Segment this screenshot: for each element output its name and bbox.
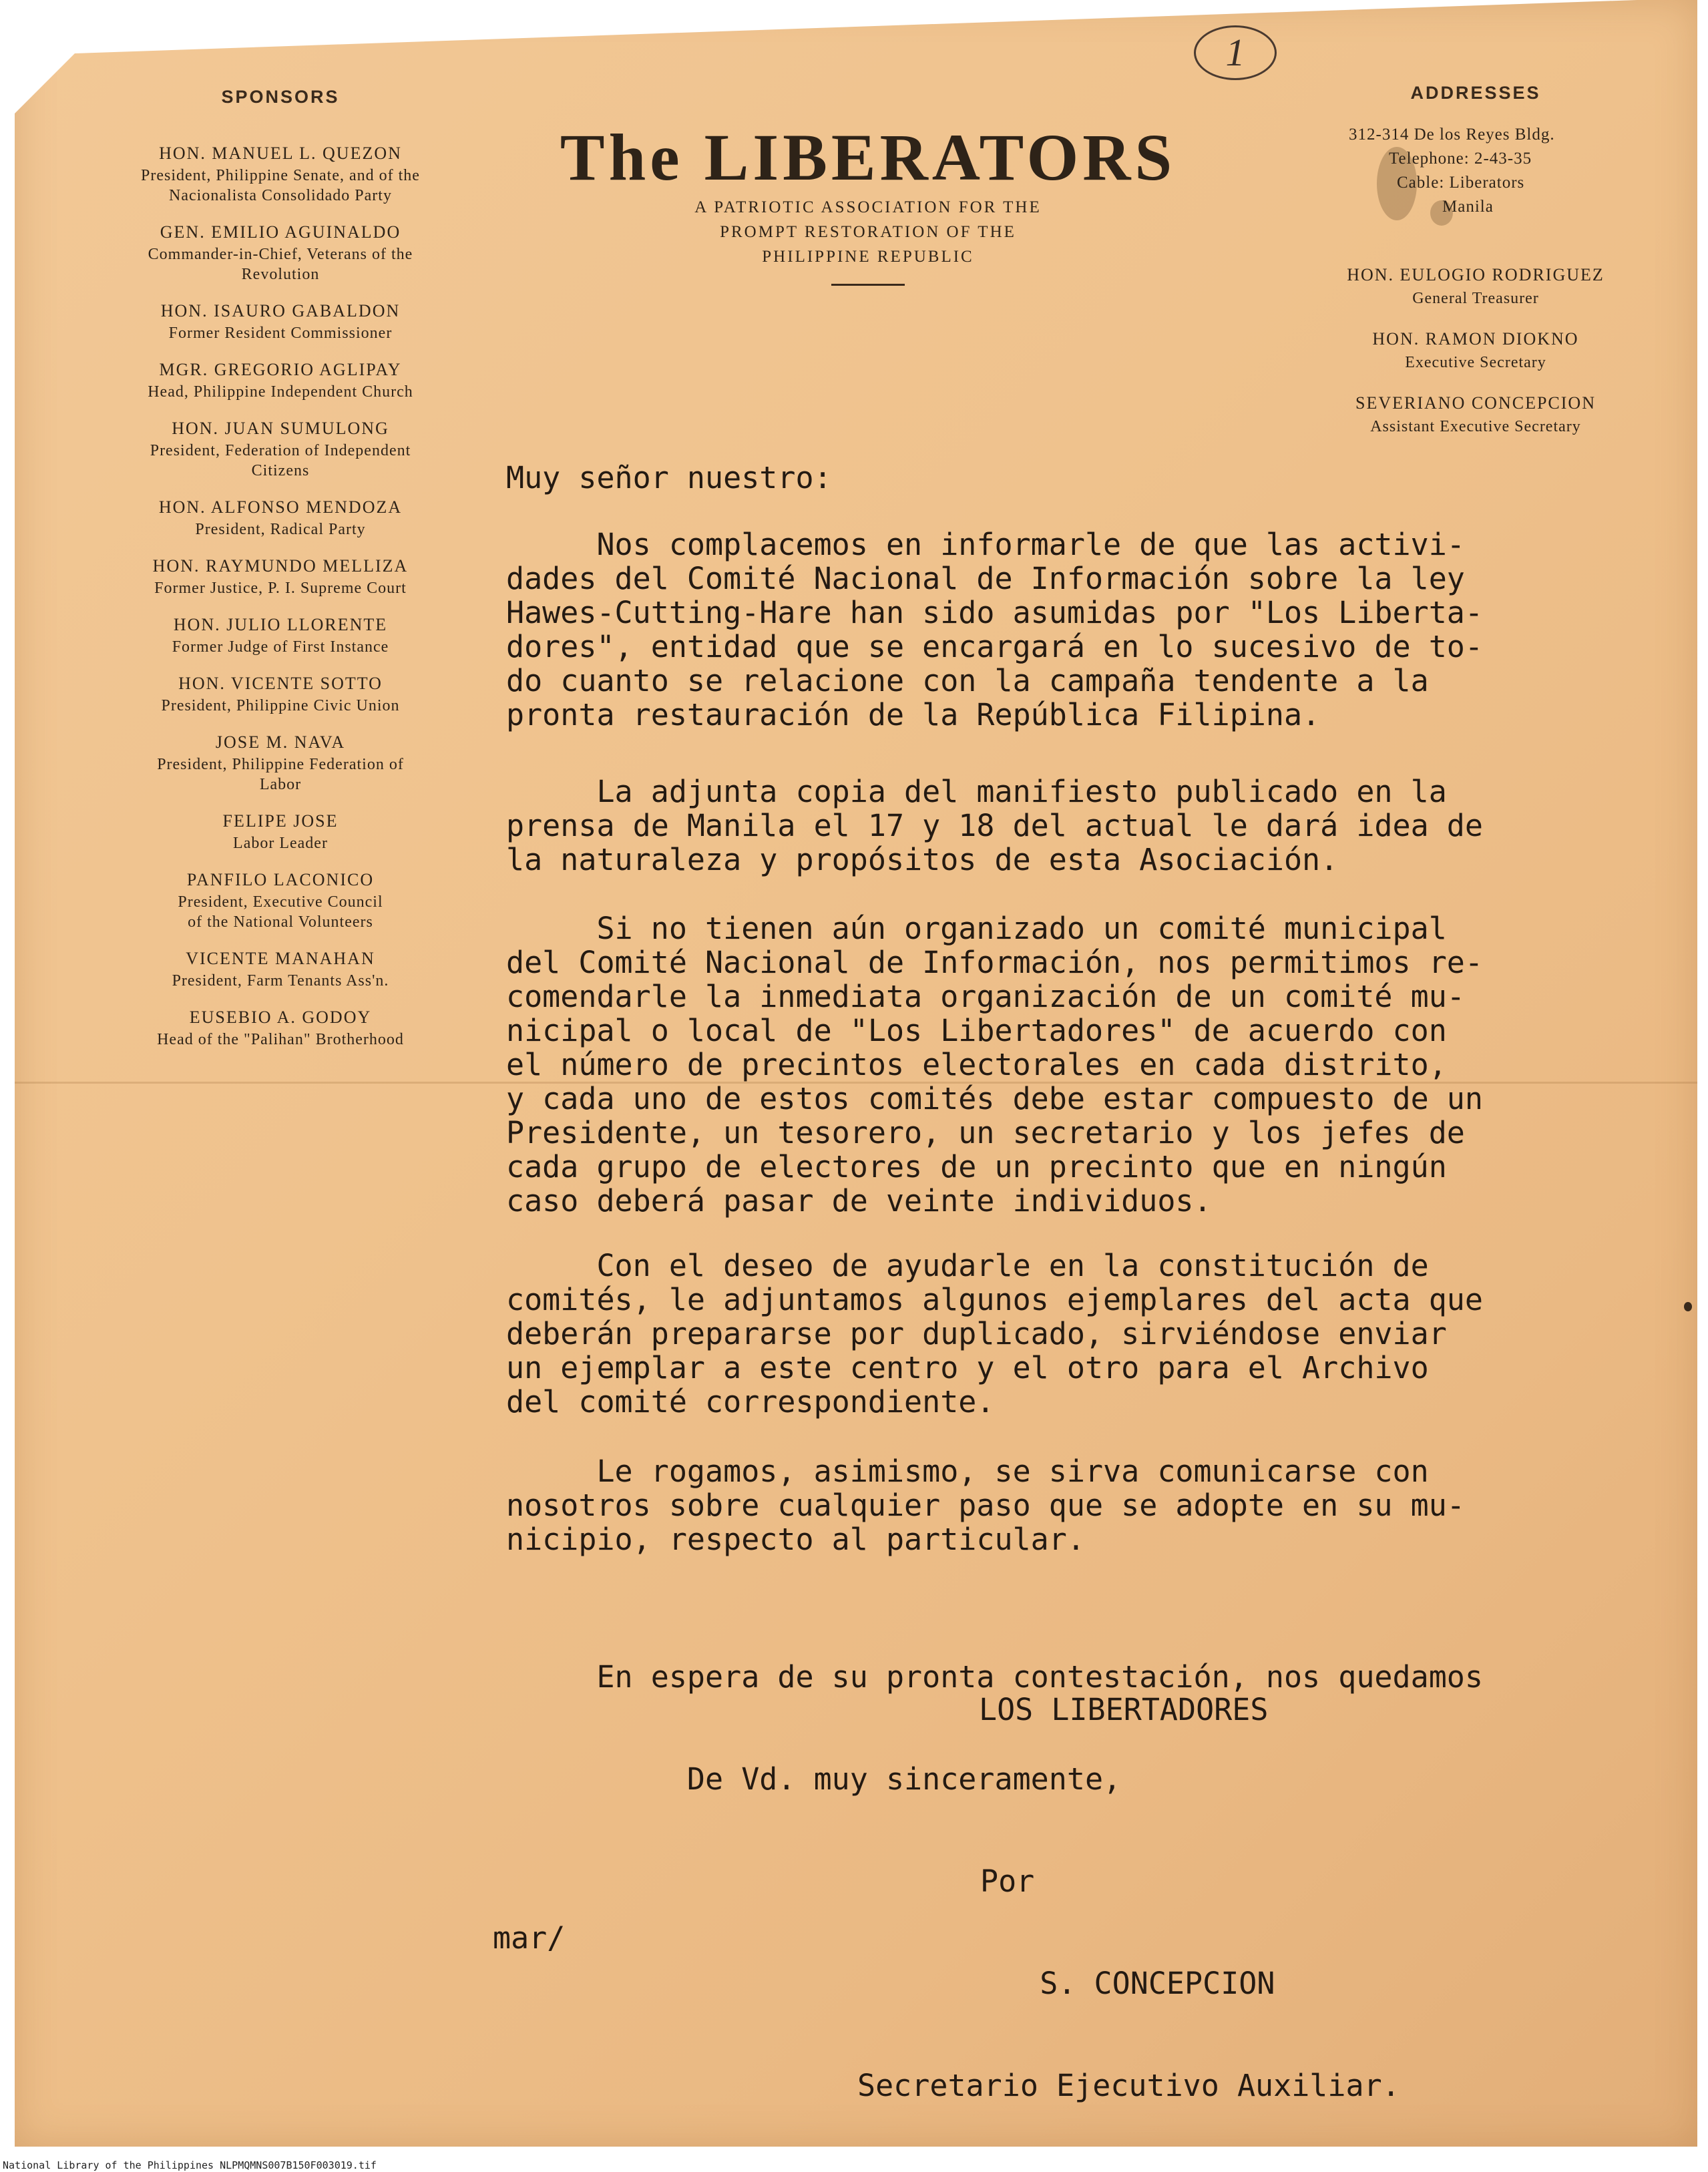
- punch-hole: [1684, 1302, 1692, 1311]
- sponsor-entry: [67, 417, 494, 481]
- sponsor-name: HON. ALFONSO MENDOZA: [158, 497, 403, 517]
- signature-block: [857, 1796, 1400, 2137]
- typed-line: un ejemplar a este centro y el otro para el Archivo: [506, 1350, 1429, 1385]
- typed-line: nosotros sobre cualquier paso que se adopte en su mu-: [506, 1488, 1465, 1523]
- officers-list: [1309, 263, 1643, 455]
- sponsor-name: HON. RAYMUNDO MELLIZA: [152, 556, 409, 576]
- sponsor-title: Head, Philippine Independent Church: [148, 383, 413, 401]
- typed-line: nicipal o local de "Los Libertadores" de acuerdo con: [506, 1013, 1447, 1048]
- address-block: [1349, 123, 1603, 219]
- sponsor-entry: [67, 220, 494, 284]
- sponsor-title: Former Judge of First Instance: [172, 638, 389, 656]
- body-paragraph: [506, 527, 1483, 732]
- sponsor-name: VICENTE MANAHAN: [186, 949, 375, 968]
- typed-line: del Comité Nacional de Información, nos permitimos re-: [506, 945, 1483, 980]
- sponsor-entry: [67, 142, 494, 206]
- sponsor-title: Labor Leader: [233, 835, 328, 852]
- scan-caption: National Library of the Philippines NLPMQMNS007B150F003019.tif: [3, 2159, 377, 2171]
- sponsor-title: Head of the "Palihan" Brotherhood: [157, 1031, 404, 1048]
- sponsor-name: FELIPE JOSE: [222, 811, 339, 831]
- officer-entry: [1309, 327, 1643, 374]
- tagline-line: PROMPT RESTORATION OF THE: [720, 223, 1016, 241]
- sponsor-title: Commander-in-Chief, Veterans of the: [148, 246, 413, 263]
- organization-name: The LIBERATORS: [560, 120, 1177, 194]
- sponsor-title: President, Federation of Independent: [150, 442, 411, 459]
- body-paragraph: [506, 1454, 1465, 1556]
- typed-line: Nos complacemos en informarle de que las activi-: [506, 527, 1465, 562]
- typed-line: deberán prepararse por duplicado, sirviéndose enviar: [506, 1316, 1447, 1351]
- masthead: [548, 120, 1189, 286]
- typed-line: el número de precintos electorales en cada distrito,: [506, 1047, 1447, 1082]
- tagline-line: A PATRIOTIC ASSOCIATION FOR THE: [694, 198, 1042, 216]
- officer-title: Executive Secretary: [1405, 354, 1546, 371]
- sponsor-name: EUSEBIO A. GODOY: [189, 1008, 372, 1027]
- typed-line: caso deberá pasar de veinte individuos.: [506, 1183, 1212, 1219]
- sponsor-name: HON. JUAN SUMULONG: [172, 419, 389, 438]
- officer-name: HON. RAMON DIOKNO: [1372, 329, 1579, 349]
- sponsor-title: Former Justice, P. I. Supreme Court: [154, 580, 407, 597]
- sponsor-title: President, Philippine Senate, and of the: [141, 167, 420, 184]
- signoff: LOS LIBERTADORES: [979, 1692, 1269, 1727]
- sponsor-entry: [67, 809, 494, 853]
- tagline-line: PHILIPPINE REPUBLIC: [762, 248, 974, 266]
- officer-entry: [1309, 263, 1643, 310]
- typed-line: la naturaleza y propósitos de esta Asociación.: [506, 842, 1339, 877]
- typed-line: Con el deseo de ayudarle en la constitución de: [506, 1248, 1429, 1283]
- sponsor-entry: [67, 613, 494, 657]
- sponsor-entry: [67, 554, 494, 598]
- salutation: Muy señor nuestro:: [506, 460, 832, 495]
- sponsor-name: MGR. GREGORIO AGLIPAY: [159, 360, 402, 379]
- officer-entry: [1309, 391, 1643, 438]
- officer-name: HON. EULOGIO RODRIGUEZ: [1347, 265, 1605, 284]
- sponsor-name: HON. JULIO LLORENTE: [173, 615, 388, 634]
- sponsor-title: Labor: [259, 776, 302, 793]
- typed-line: cada grupo de electores de un precinto que en ningún: [506, 1149, 1447, 1184]
- sponsor-name: GEN. EMILIO AGUINALDO: [160, 222, 401, 242]
- typed-line: La adjunta copia del manifiesto publicado en la: [506, 774, 1447, 809]
- addresses-heading: ADDRESSES: [1410, 83, 1541, 103]
- typed-line: del comité correspondiente.: [506, 1384, 995, 1420]
- typed-line: Si no tienen aún organizado un comité municipal: [506, 911, 1447, 946]
- typed-line: dades del Comité Nacional de Información sobre la ley: [506, 561, 1465, 596]
- typed-line: Presidente, un tesorero, un secretario y los jefes de: [506, 1115, 1465, 1150]
- typed-line: Hawes-Cutting-Hare han sido asumidas por "Los Liberta-: [506, 595, 1483, 630]
- sponsor-title: Former Resident Commissioner: [168, 324, 393, 342]
- typist-initials: mar/: [493, 1920, 566, 1956]
- typed-line: do cuanto se relacione con la campaña tendente a la: [506, 663, 1429, 698]
- sponsor-entry: [67, 495, 494, 539]
- sponsor-entry: [67, 868, 494, 932]
- body-paragraph: [506, 775, 1483, 877]
- sponsor-entry: [67, 358, 494, 402]
- typed-line: nicipio, respecto al particular.: [506, 1522, 1085, 1557]
- typed-line: dores", entidad que se encargará en lo sucesivo de to-: [506, 629, 1483, 664]
- sponsor-name: HON. VICENTE SOTTO: [178, 674, 383, 693]
- typed-line: Le rogamos, asimismo, se sirva comunicarse con: [506, 1454, 1429, 1489]
- sponsor-title: Citizens: [251, 462, 310, 479]
- body-paragraph: [506, 1249, 1483, 1419]
- sponsor-entry: [67, 947, 494, 991]
- masthead-rule: [831, 284, 905, 286]
- closing-line: De Vd. muy sinceramente,: [506, 1761, 1122, 1797]
- sponsor-name: HON. MANUEL L. QUEZON: [159, 144, 402, 163]
- typed-line: y cada uno de estos comités debe estar compuesto de un: [506, 1081, 1483, 1116]
- signature-title: Secretario Ejecutivo Auxiliar.: [857, 2068, 1400, 2103]
- typed-line: pronta restauración de la República Filipina.: [506, 697, 1321, 732]
- typed-line: comendarle la inmediata organización de un comité mu-: [506, 979, 1465, 1014]
- address-line: 312-314 De los Reyes Bldg.: [1349, 126, 1555, 144]
- closing-line: En espera de su pronta contestación, nos quedamos: [506, 1659, 1483, 1695]
- sponsor-name: PANFILO LACONICO: [186, 870, 375, 889]
- sponsors-heading: SPONSORS: [221, 87, 340, 107]
- typed-line: comités, le adjuntamos algunos ejemplares del acta que: [506, 1282, 1483, 1317]
- sponsor-entry: [67, 730, 494, 795]
- sponsor-title: Nacionalista Consolidado Party: [169, 187, 392, 204]
- sponsor-title: President, Philippine Civic Union: [161, 697, 400, 714]
- sponsor-name: JOSE M. NAVA: [215, 732, 346, 752]
- sponsors-list: [67, 142, 494, 1064]
- sponsor-title: of the National Volunteers: [188, 913, 373, 931]
- sponsor-title: Revolution: [241, 266, 320, 283]
- city-line: Manila: [1442, 198, 1494, 216]
- sponsor-title: President, Executive Council: [178, 893, 383, 911]
- sponsor-name: HON. ISAURO GABALDON: [160, 301, 401, 320]
- sponsor-title: President, Farm Tenants Ass'n.: [172, 972, 389, 990]
- officer-name: SEVERIANO CONCEPCION: [1355, 393, 1596, 413]
- typed-line: prensa de Manila el 17 y 18 del actual le dará idea de: [506, 808, 1483, 843]
- cable-line: Cable: Liberators: [1397, 174, 1525, 192]
- sponsor-entry: [67, 299, 494, 343]
- body-paragraph: [506, 911, 1483, 1218]
- signature-name: S. CONCEPCION: [986, 1966, 1275, 2001]
- telephone-line: Telephone: 2-43-35: [1389, 150, 1532, 168]
- officer-title: Assistant Executive Secretary: [1370, 418, 1581, 435]
- officer-title: General Treasurer: [1412, 290, 1539, 307]
- signature-por: Por: [980, 1864, 1035, 1899]
- sponsor-entry: [67, 1006, 494, 1050]
- punch-hole: [656, 1, 664, 11]
- sponsor-title: President, Radical Party: [195, 521, 366, 538]
- sponsor-title: President, Philippine Federation of: [157, 756, 404, 773]
- sponsor-entry: [67, 672, 494, 716]
- page-number-mark: 1: [1194, 25, 1277, 80]
